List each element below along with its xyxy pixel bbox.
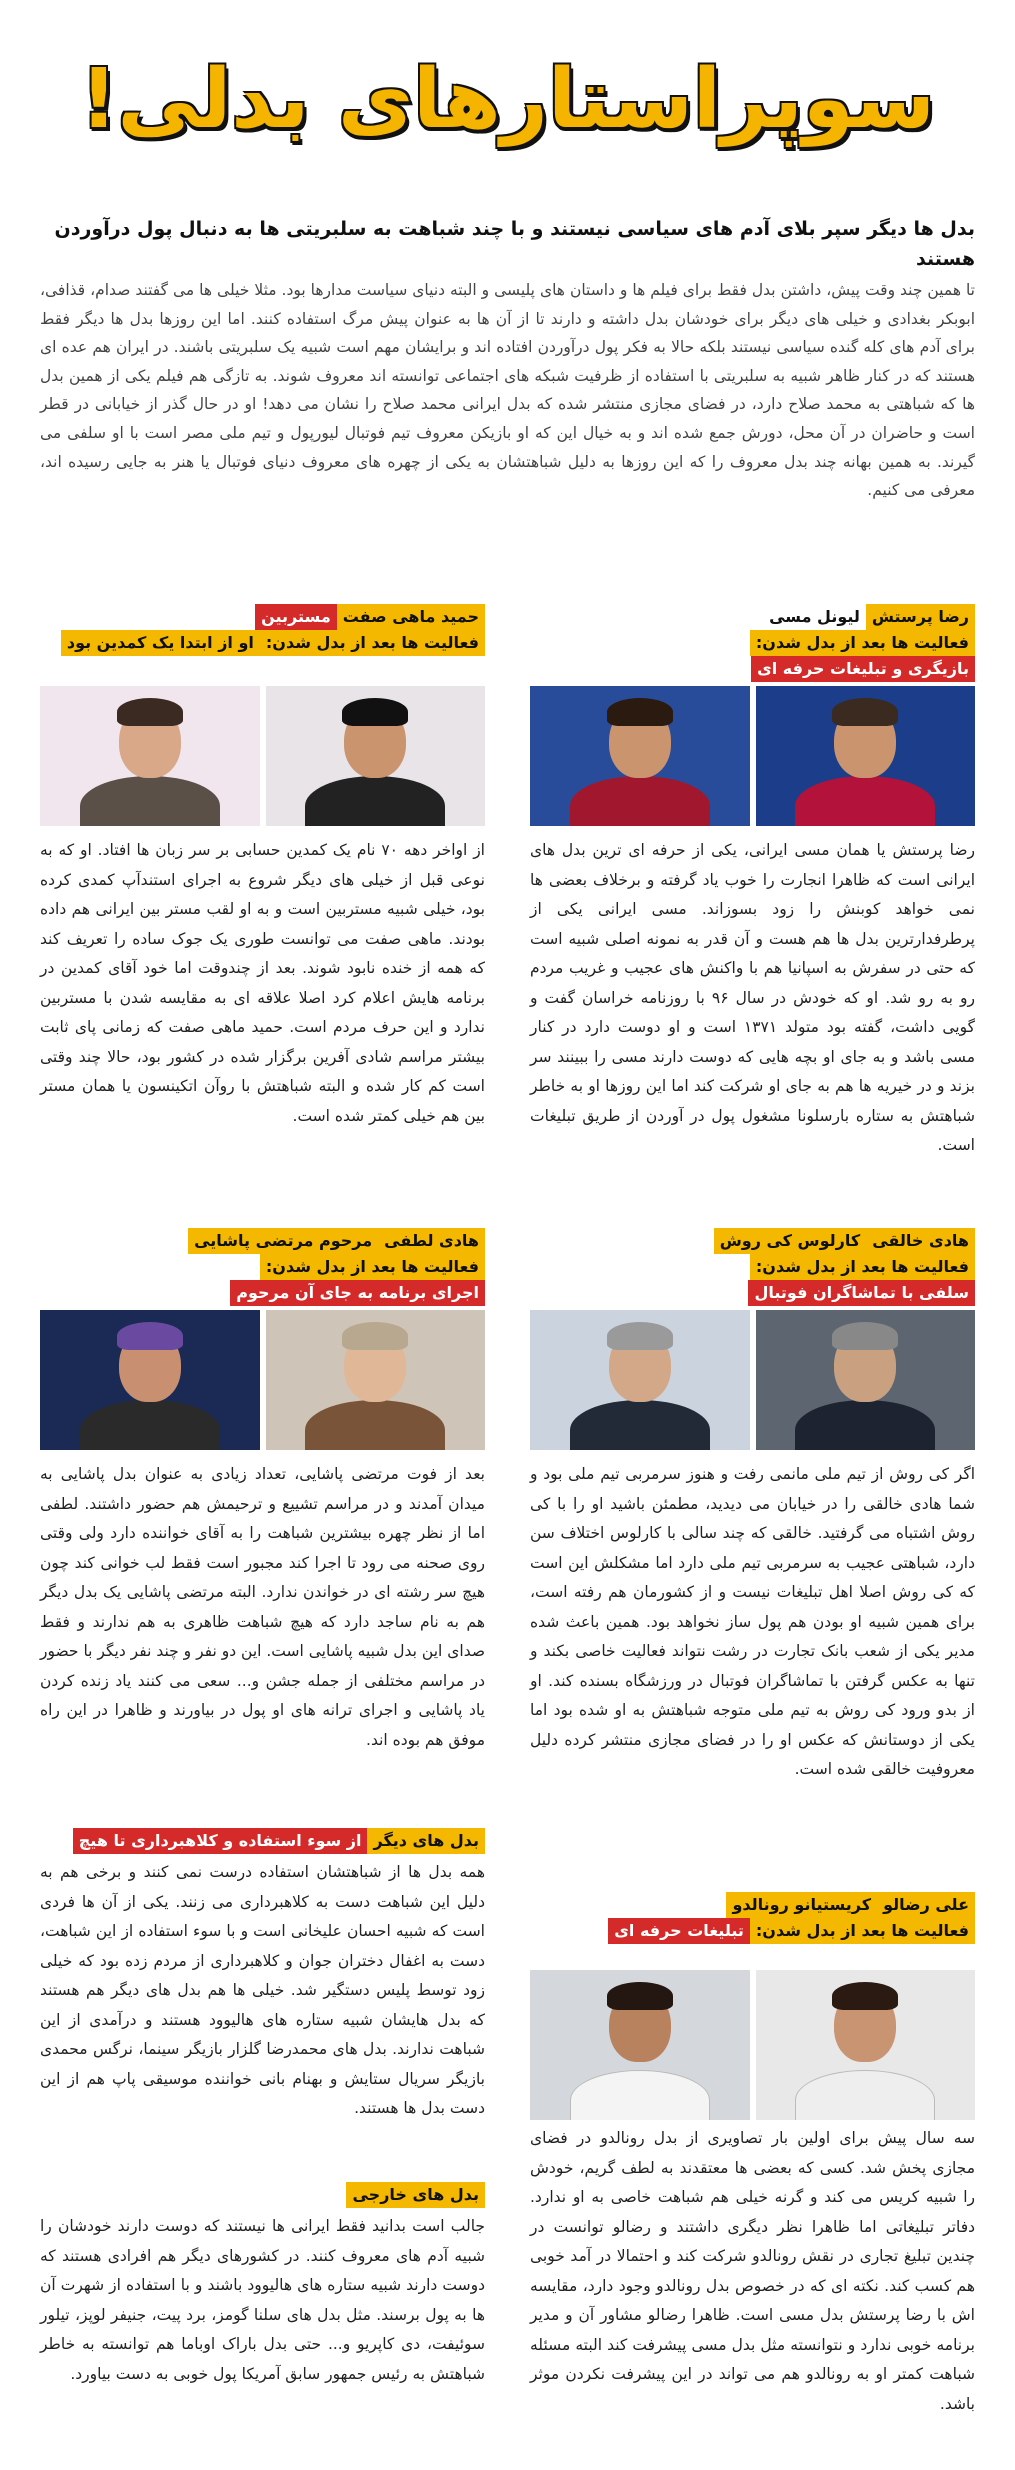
page-title: سوپراستارهای بدلی! xyxy=(80,52,935,147)
ali-rezalou-photo xyxy=(756,1970,976,2120)
photo-messi-pair xyxy=(530,686,975,826)
page-subtitle: بدل ها دیگر سپر بلای آدم های سیاسی نیستند و با چند شباهت به سلبریتی ها به دنبال پول درآوردن هستند xyxy=(54,218,975,270)
double-name: هادی خالقی xyxy=(866,1228,975,1254)
double-name: حمید ماهی صفت xyxy=(337,604,485,630)
lionel-messi-photo xyxy=(756,686,976,826)
double-name: رضا پرستش xyxy=(866,604,975,630)
section-foreign-doubles-heading xyxy=(40,2182,485,2208)
photo-mrbean-pair xyxy=(40,686,485,826)
section-ronaldo-heading xyxy=(530,1892,975,1944)
activity-value: اجرای برنامه به جای آن مرحوم xyxy=(230,1280,485,1306)
photo-queiroz-pair xyxy=(530,1310,975,1450)
section-pashaei-heading xyxy=(40,1228,485,1306)
section-mrbean-body: از اواخر دهه ۷۰ نام یک کمدین حسابی بر سر زبان ها افتاد. او که به نوعی قبل از خیلی های دیگر شروع به اجرای استندآپ کمدی کرده بود، خیلی شبیه مستربین است و به او لقب مستر بین ایرانی هم داده بودند. ماهی صفت می توانست طوری یک جوک ساده را تعریف کند که همه از خنده نابود شوند. بعد از چندوقت اما خود آقای کمدین در برنامه هایش اعلام کرد اصلا علاقه ای به مقایسه شدن با مستربین ندارد و این حرف مردم است. حمید ماهی صفت که زمانی پای ثابت بیشتر مراسم شادی آفرین برگزار شده در کشور بود، حالا چند وقتی است کم کار شده و البته شباهتش با روآن اتکینسون یا همان مستر بین هم خیلی کمتر شده است. xyxy=(40,841,485,1125)
star-name: مرحوم مرتضی پاشایی xyxy=(188,1228,378,1254)
star-name: کارلوس کی روش xyxy=(714,1228,867,1254)
activity-label: فعالیت ها بعد از بدل شدن: xyxy=(750,1254,975,1280)
title-area xyxy=(0,40,1015,170)
reza-parastesh-photo xyxy=(530,686,750,826)
hamid-mahisefat-photo xyxy=(266,686,486,826)
activity-value: سلفی با تماشاگران فوتبال xyxy=(748,1280,975,1306)
activity-value: او از ابتدا یک کمدین بود xyxy=(61,630,260,656)
activity-value: تبلیغات حرفه ای xyxy=(608,1918,750,1944)
morteza-pashaei-photo xyxy=(40,1310,260,1450)
section-title: بدل های خارجی xyxy=(346,2182,485,2208)
section-subtitle: از سوء استفاده و کلاهبرداری تا هیچ xyxy=(73,1828,368,1854)
section-queiroz-heading xyxy=(530,1228,975,1306)
hadi-lotfi-photo xyxy=(266,1310,486,1450)
section-queiroz-body: اگر کی روش از تیم ملی مانمی رفت و هنوز سرمربی تیم ملی بود و شما هادی خالقی را در خیابان می دیدید، مطمئن باشید او را با کی روش اشتباه می گرفتید. خالقی که چند سالی با کارلوس اختلاف سن دارد، شباهتی عجیب به سرمربی تیم ملی دارد اما مشکلش این است که کی روش اصلا اهل تبلیغات نیست و از کشورمان هم رفته است، برای همین شبیه او بودن هم پول ساز نخواهد بود. همین باعث شده مدیر یکی از شعب بانک تجارت در رشت نتواند فعالیت خاصی بکند و تنها به عکس گرفتن با تماشاگران فوتبال در ورزشگاه بسنده کند. او از بدو ورود کی روش به تیم ملی متوجه شباهتش به او شده بود اما یکی از دوستانش که عکس او را در فضای مجازی منتشر کرده دلیل معروفیت خالقی شده است. xyxy=(530,1465,975,1778)
activity-value: بازیگری و تبلیغات حرفه ای xyxy=(751,656,975,682)
mr-bean-photo xyxy=(40,686,260,826)
section-mrbean-heading xyxy=(40,604,485,656)
section-foreign-doubles-body: جالب است بدانید فقط ایرانی ها نیستند که دوست دارند خودشان را شبیه آدم های معروف کنند. در کشورهای دیگر هم افرادی هستند که دوست دارند شبیه ستاره های هالیوود باشند و با استفاده از شهرت آن ها به پول برسند. مثل بدل های سلنا گومز، برد پیت، جنیفر لوپز، تیلور سوئیفت، دی کاپریو و... حتی بدل باراک اوباما هم توانسته به خاطر شباهتش به رئیس جمهور سابق آمریکا پول خوبی به دست بیاورد. xyxy=(40,2217,485,2383)
hadi-khaleghi-photo xyxy=(756,1310,976,1450)
star-name: کریستیانو رونالدو xyxy=(726,1892,877,1918)
activity-label: فعالیت ها بعد از بدل شدن: xyxy=(750,630,975,656)
section-other-doubles-body: همه بدل ها از شباهتشان استفاده درست نمی کنند و برخی هم به دلیل این شباهت دست به کلاهبرداری می زنند. یکی از آن ها فردی است که شبیه احسان علیخانی است و با سوء استفاده از این شباهت، دست به اغفال دختران جوان و کلاهبرداری از مردم زده بود که خیلی زود توسط پلیس دستگیر شد. خیلی ها هم بدل های دیگر هم هستند که بدل هایشان شبیه ستاره های هالیوود هستند و درآمدی از این شباهت ندارند. بدل های محمدرضا گلزار بازیگر سینما، نرگس محمدی بازیگر سریال ستایش و بهنام بانی خواننده موسیقی پاپ هم از این دست بدل ها هستند. xyxy=(40,1863,485,2117)
star-name: مستربین xyxy=(255,604,337,630)
activity-label: فعالیت ها بعد از بدل شدن: xyxy=(750,1918,975,1944)
cristiano-ronaldo-photo xyxy=(530,1970,750,2120)
photo-pashaei-pair xyxy=(40,1310,485,1450)
double-name: علی رضالو xyxy=(877,1892,975,1918)
photo-ronaldo-pair xyxy=(530,1970,975,2120)
section-ronaldo-body: سه سال پیش برای اولین بار تصاویری از بدل رونالدو در فضای مجازی پخش شد. کسی که بعضی ها معتقدند به لطف گریم، خودش را شبیه کریس می کند و گرنه خیلی هم شباهت خاصی به او ندارد. دفاتر تبلیغاتی اما ظاهرا نظر دیگری داشتند و رضالو توانست در چندین تبلیغ تجاری در نقش رونالدو شرکت کند و احتمالا در آمد خوبی هم کسب کند. نکته ای که در خصوص بدل رونالدو وجود دارد، مقایسه اش با رضا پرستش بدل مسی است. ظاهرا رضالو مشاور آن و مدیر برنامه خوبی ندارد و نتوانسته مثل بدل مسی پیشرفت کند البته مسئله شباهت کمتر او به رونالدو هم می تواند در این پیشرفت نکردن موثر باشد. xyxy=(530,2129,975,2413)
star-name: لیونل مسی xyxy=(769,607,860,626)
activity-label: فعالیت ها بعد از بدل شدن: xyxy=(260,1254,485,1280)
carlos-queiroz-photo xyxy=(530,1310,750,1450)
section-messi-body: رضا پرستش یا همان مسی ایرانی، یکی از حرفه ای ترین بدل های ایرانی است که ظاهرا انجارت را خوب یاد گرفته و برخلاف بعضی ها نمی خواهد کوبنش را زود بسوزاند. مسی ایرانی یکی از پرطرفدارترین بدل ها هم هست و آن قدر به نمونه اصلی شبیه است که حتی در سفرش به اسپانیا هم با واکنش های عجیب و غریب مردم رو به رو شد. او که خودش در سال ۹۶ با روزنامه خراسان گفت و گویی داشت، گفته بود متولد ۱۳۷۱ است و او دوست دارد در کنار مسی باشد و به جای او بچه هایی که دوست دارند مسی را ببینند سر بزند و در خیریه ها هم به جای او شرکت کند اما این روزها او به خاطر شباهتش به ستاره بارسلونا مشغول پول در آوردن از طریق تبلیغات است. xyxy=(530,841,976,1154)
section-pashaei-body: بعد از فوت مرتضی پاشایی، تعداد زیادی به عنوان بدل پاشایی به میدان آمدند و در مراسم تشییع و ترحیمش هم حضور داشتند. لطفی اما از نظر چهره بیشترین شباهت را به آقای خواننده دارد ولی وقتی روی صحنه می رود تا اجرا کند مجبور است فقط لب خوانی کند چون هیچ سر رشته ای در خواندن ندارد. البته مرتضی پاشایی یک بدل دیگر هم به نام ساجد دارد که هیچ شباهت ظاهری به هم ندارند و فقط صدای این بدل شبیه پاشایی است. این دو نفر و چند نفر دیگر با حضور در مراسم مختلفی از جمله جشن و... سعی می کنند یاد زنده کردن یاد پاشایی و اجرای ترانه های او پول در بیاورند و ظاهرا در این راه موفق هم بوده اند. xyxy=(40,1465,485,1749)
activity-label: فعالیت ها بعد از بدل شدن: xyxy=(260,630,485,656)
intro-paragraph: تا همین چند وقت پیش، داشتن بدل فقط برای فیلم ها و داستان های پلیسی و البته دنیای سیاست مدارها بود. مثلا خیلی ها می گفتند صدام، قذافی، ابوبکر بغدادی و خیلی های دیگر برای خودشان بدل داشته و دارند تا از آن ها به عنوان پیش مرگ استفاده کنند. اما این روزها بدل ها دیگر فقط برای آدم های کله گنده سیاسی نیستند بلکه حالا به فکر پول درآوردن افتاده اند و برایشان مهم است شبیه یک سلبریتی باشند. در ایران هم عده ای هستند که در کنار ظاهر شبیه به سلبریتی با استفاده از ظرفیت شبکه های اجتماعی توانسته اند معروف شوند. به تازگی هم فیلم یکی از همین بدل ها که شباهتی به محمد صلاح دارد، در فضای مجازی منتشر شده که بدل ایرانی محمد صلاح را نشان می دهد! او در حال گذر از خیابانی در قطر است و حاضران در آن محل، دورش جمع شده اند و به خیال این که او بازیکن معروف تیم فوتبال لیورپول و تیم ملی مصر است با او سلفی می گیرند. به همین بهانه چند بدل معروف را که این روزها به دلیل شباهتشان به یکی از چهره های معروف دنیای فوتبال یا هنر به جایی رسیده اند، معرفی می کنیم. xyxy=(40,281,975,500)
double-name: هادی لطفی xyxy=(378,1228,485,1254)
section-messi-heading xyxy=(530,604,975,682)
section-title: بدل های دیگر xyxy=(367,1828,485,1854)
section-other-doubles-heading xyxy=(40,1828,485,1854)
